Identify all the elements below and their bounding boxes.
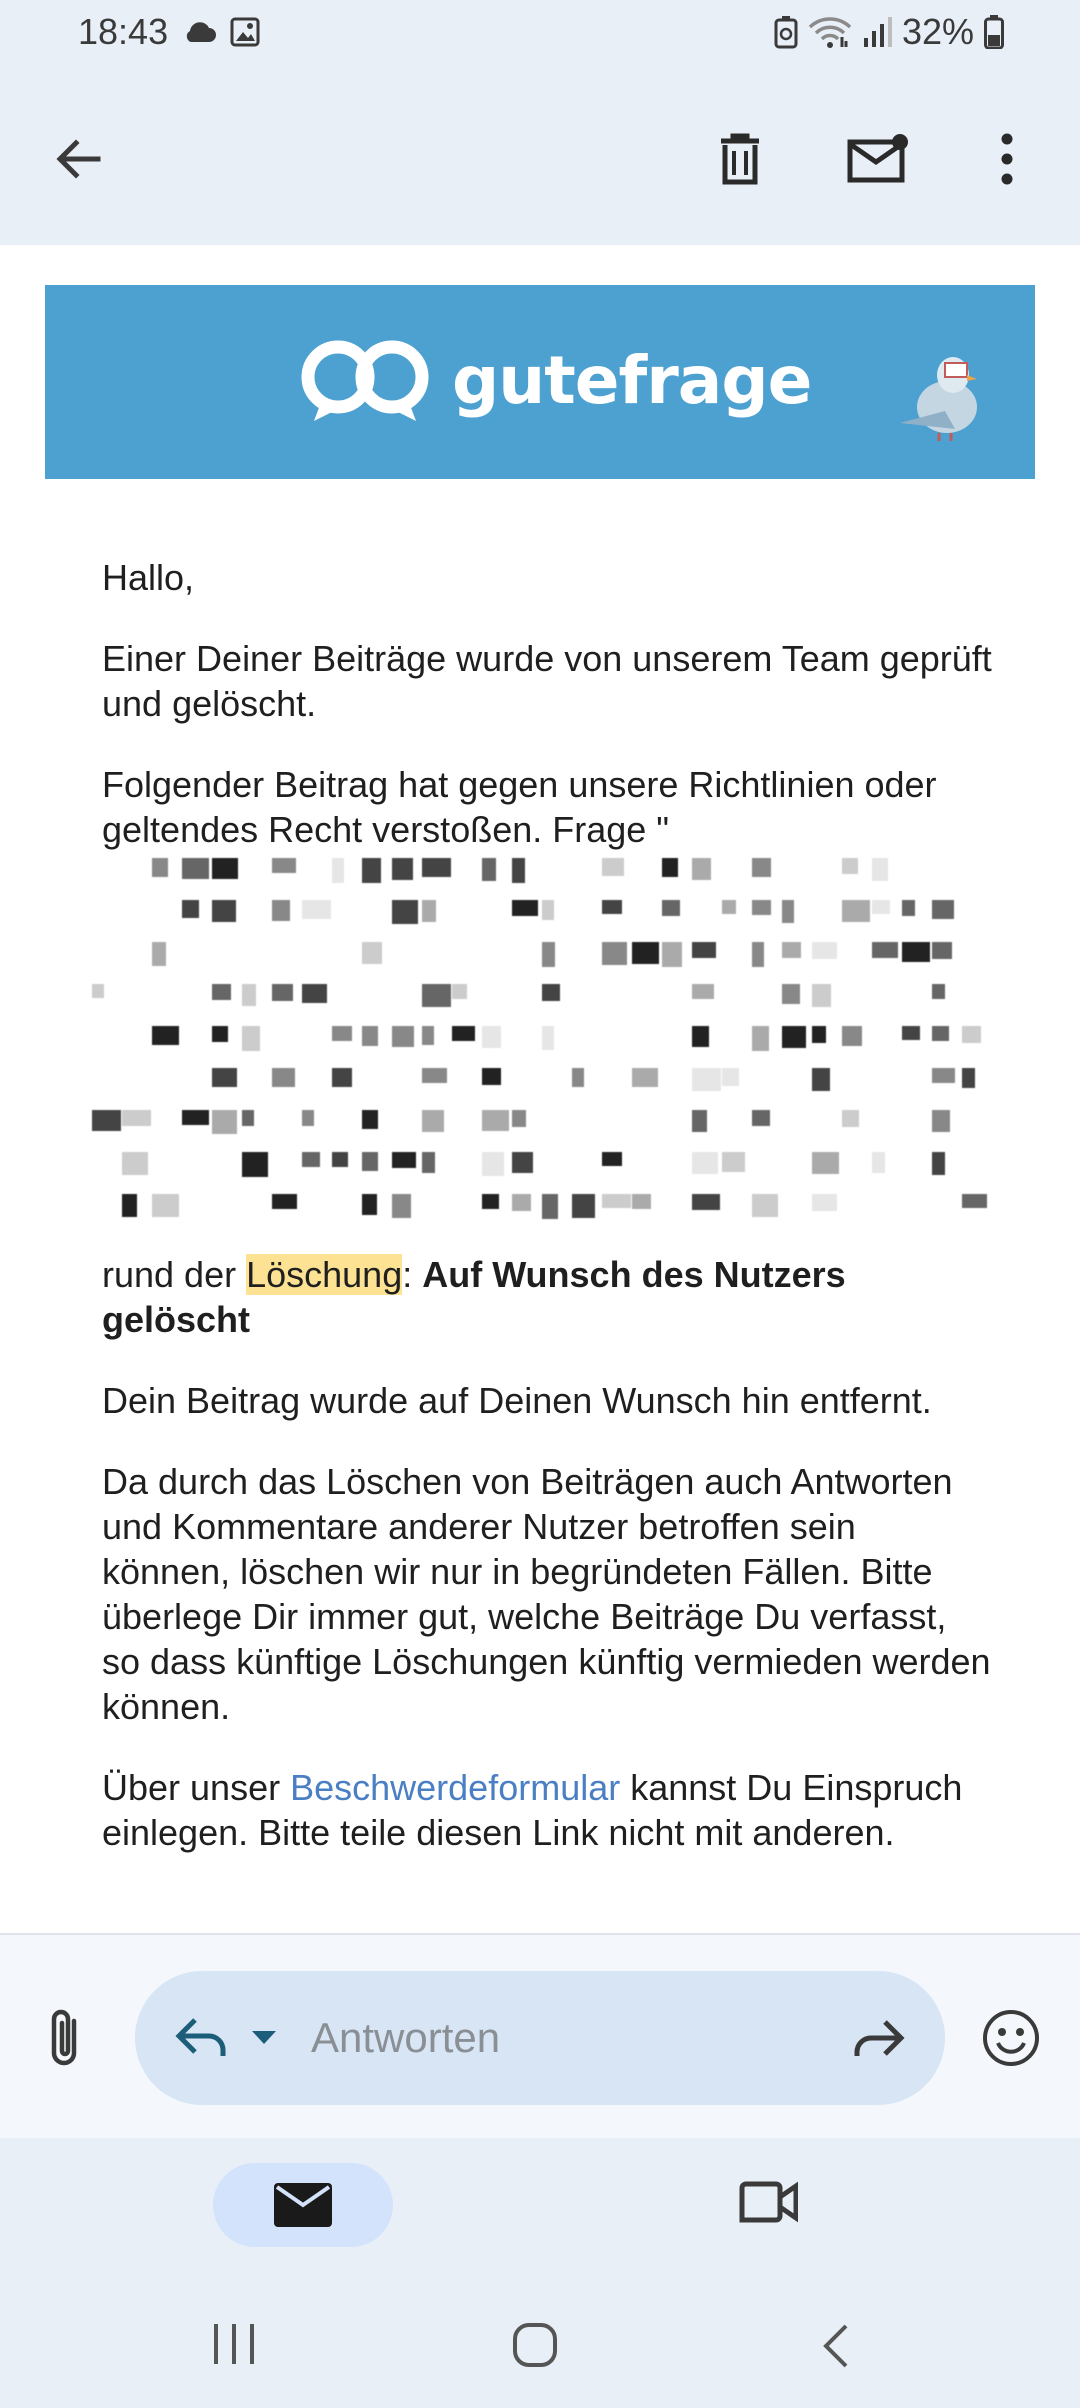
redaction-pixel [692,858,711,880]
redaction-pixel [422,984,451,1007]
redaction-pixel [452,1026,475,1041]
redaction-pixel [242,984,256,1006]
more-options-button[interactable] [967,119,1047,199]
redaction-pixel [362,1026,378,1046]
paragraph-removed: Dein Beitrag wurde auf Deinen Wunsch hin entfernt. [102,1380,932,1421]
reply-field[interactable] [135,1971,945,2105]
paragraph-violation [102,762,992,852]
redaction-pixel [572,1194,595,1218]
redaction-pixel [482,858,496,881]
bottom-navigation [0,2138,1080,2288]
pixelated-redaction [82,852,1002,1232]
redaction-pixel [542,900,554,920]
redaction-pixel [782,942,801,958]
redaction-pixel [752,858,771,877]
forward-icon[interactable] [851,2018,905,2058]
paragraph-explanation: Da durch das Löschen von Beiträgen auch Antworten und Kommentare anderer Nutzer betroffen sein können, löschen wir nur in begründeten Fällen. Bitte überlege Dir immer gut, welche Beiträge Du verfasst, so dass künftige Löschungen künftig vermieden werden können. [102,1461,991,1727]
status-time: 18:43 [78,11,169,52]
more-vert-icon[interactable] [999,133,1015,185]
redaction-pixel [722,1152,745,1172]
redaction-pixel [842,1110,859,1127]
nav-mail[interactable] [213,2163,393,2247]
redaction-pixel [872,900,890,914]
redaction-pixel [542,984,560,1001]
home-icon[interactable] [512,2322,558,2368]
redaction-pixel [632,1068,658,1087]
reply-placeholder[interactable]: Antworten [311,2014,501,2061]
redaction-pixel [332,1152,348,1167]
redaction-pixel [242,1152,268,1177]
mark-unread-icon[interactable] [847,134,909,184]
redaction-pixel [962,1068,975,1088]
back-arrow-icon[interactable] [52,133,104,185]
video-icon[interactable] [738,2180,798,2224]
redaction-pixel [932,984,945,999]
redaction-pixel [422,858,451,877]
redaction-pixel [182,1110,209,1125]
redaction-pixel [752,942,764,967]
redaction-pixel [782,900,794,923]
redaction-pixel [902,900,915,916]
redaction-pixel [572,1068,584,1087]
redaction-pixel [212,984,231,1000]
redaction-pixel [752,1026,769,1051]
redaction-pixel [332,1026,352,1041]
pigeon-mascot-icon [895,345,985,445]
redaction-pixel [152,1026,179,1045]
redaction-pixel [302,1110,314,1126]
reply-bar [0,1933,1080,2138]
redaction-pixel [812,942,837,959]
redaction-pixel [662,858,678,877]
redaction-pixel [272,1068,295,1087]
redaction-pixel [932,1068,955,1083]
redaction-pixel [272,1194,297,1209]
redaction-pixel [812,984,831,1007]
redaction-pixel [392,900,418,924]
battery-percent: 32% [901,11,974,52]
redaction-pixel [422,1152,435,1173]
redaction-pixel [542,1026,554,1050]
redaction-pixel [422,900,436,922]
paragraph-deleted-notice: Einer Deiner Beiträge wurde von unserem Team geprüft und gelöscht. [102,638,992,724]
recycle-battery-icon [774,15,798,49]
redaction-pixel [872,1152,885,1173]
redaction-pixel [602,1194,631,1208]
complaint-form-link[interactable]: Beschwerdeformular [290,1767,621,1808]
redaction-pixel [212,1026,228,1042]
gutefrage-logo-icon [300,335,430,425]
redaction-pixel [692,1152,718,1174]
email-text [102,555,992,1891]
redaction-pixel [752,1194,778,1217]
redaction-pixel [962,1026,981,1043]
gutefrage-logo [300,335,811,425]
redaction-pixel [182,900,199,918]
redaction-pixel [542,1194,558,1219]
redaction-pixel [212,1110,237,1134]
redaction-pixel [662,942,682,967]
redaction-pixel [542,942,555,967]
redaction-pixel [482,1194,499,1209]
redaction-pixel [632,1194,651,1209]
emoji-icon[interactable] [982,2009,1040,2067]
redaction-pixel [962,1194,987,1208]
redaction-pixel [902,942,930,962]
redaction-pixel [302,984,327,1003]
redacted-content [102,852,992,1252]
battery-icon [984,15,1004,49]
redaction-pixel [692,1026,709,1047]
delete-button[interactable] [700,119,780,199]
redaction-pixel [92,1110,121,1131]
redaction-pixel [482,1068,501,1085]
recents-icon[interactable] [212,2322,256,2366]
redaction-pixel [812,1194,837,1211]
redaction-pixel [512,900,538,916]
redaction-pixel [392,1152,416,1168]
wifi-icon [808,15,852,49]
image-icon [230,17,260,47]
redaction-pixel [152,858,168,877]
redaction-pixel [452,984,467,999]
redaction-pixel [932,900,954,919]
redaction-pixel [122,1110,151,1126]
redaction-pixel [842,1026,862,1046]
redaction-pixel [842,900,870,922]
deletion-reason-value: Auf Wunsch des Nutzers gelöscht [102,1254,846,1340]
logo-text: gutefrage [452,341,812,419]
mark-unread-button[interactable] [838,119,918,199]
redaction-pixel [422,1110,444,1132]
redaction-pixel [272,900,290,921]
redaction-pixel [392,858,413,880]
redaction-pixel [392,1026,414,1047]
redaction-pixel [602,942,627,965]
redaction-pixel [932,1152,945,1175]
top-app-bar [0,64,1080,244]
redaction-pixel [722,1068,739,1086]
redaction-pixel [302,1152,320,1167]
redaction-pixel [782,984,800,1004]
paragraph-complaint: Über unser Beschwerdeformular kannst Du Einspruch einlegen. Bitte teile diesen Link nicht mit anderen. [102,1767,963,1853]
redaction-pixel [212,900,236,922]
redaction-pixel [602,1152,622,1166]
redaction-pixel [602,900,622,914]
redaction-pixel [512,1110,526,1127]
redaction-pixel [722,900,736,914]
redaction-pixel [242,1110,254,1126]
redaction-pixel [692,1194,720,1210]
redaction-pixel [92,984,104,998]
redaction-pixel [362,858,381,883]
redaction-pixel [422,1068,447,1083]
redaction-pixel [902,1026,920,1040]
redaction-pixel [362,1110,378,1129]
status-bar [0,0,1080,64]
greeting: Hallo, [102,557,195,598]
email-content[interactable] [0,245,1080,1933]
deletion-reason: rund der Löschung: Auf Wunsch des Nutzers gelöscht [102,1254,846,1340]
email-body [45,285,1035,1933]
redaction-pixel [122,1194,137,1217]
redaction-pixel [242,1026,260,1051]
redaction-pixel [752,900,771,915]
redaction-pixel [932,1110,950,1132]
redaction-pixel [332,858,344,883]
redaction-pixel [302,900,331,919]
redaction-pixel [662,900,680,916]
redaction-pixel [842,858,858,874]
nav-meet[interactable] [738,2180,798,2229]
redaction-pixel [512,858,525,883]
redaction-pixel [122,1152,148,1175]
redaction-pixel [932,1026,949,1041]
redaction-pixel [482,1026,501,1048]
redaction-pixel [692,984,714,999]
attachment-icon[interactable] [44,2007,84,2069]
violation-text: Folgender Beitrag hat gegen unsere Richtlinien oder geltendes Recht verstoßen. Frage " [102,764,937,850]
mail-icon[interactable] [274,2183,332,2227]
redaction-pixel [872,942,898,958]
back-button[interactable] [38,119,118,199]
redaction-pixel [752,1110,770,1126]
reply-icon[interactable] [175,2016,229,2060]
redaction-pixel [512,1152,533,1173]
redaction-pixel [152,942,166,966]
redaction-pixel [482,1152,504,1176]
cloud-icon [182,20,216,44]
dropdown-icon[interactable] [251,2030,277,2046]
redaction-pixel [872,858,888,881]
redaction-pixel [182,858,209,879]
redaction-pixel [782,1026,806,1048]
redaction-pixel [602,858,624,876]
redaction-pixel [272,858,296,873]
redaction-pixel [692,1068,721,1091]
redaction-pixel [362,1152,378,1171]
redaction-pixel [362,1194,377,1215]
redaction-pixel [812,1068,830,1091]
gutefrage-banner [45,285,1035,479]
redaction-pixel [392,1194,411,1218]
signal-icon [862,16,892,48]
system-navigation [0,2288,1080,2408]
redaction-pixel [212,858,238,879]
delete-icon[interactable] [717,133,763,185]
redaction-pixel [692,1110,707,1132]
redaction-pixel [272,984,293,1001]
redaction-pixel [212,1068,237,1087]
redaction-pixel [332,1068,352,1087]
highlighted-term: Löschung [246,1254,403,1295]
redaction-pixel [812,1152,839,1174]
redaction-pixel [482,1110,509,1131]
redaction-pixel [632,942,659,964]
redaction-pixel [422,1026,434,1045]
redaction-pixel [512,1194,531,1211]
redaction-pixel [152,1194,179,1217]
redaction-pixel [932,942,952,959]
redaction-pixel [692,942,716,958]
back-icon[interactable] [822,2322,850,2370]
redaction-pixel [362,942,382,964]
redaction-pixel [812,1026,826,1043]
